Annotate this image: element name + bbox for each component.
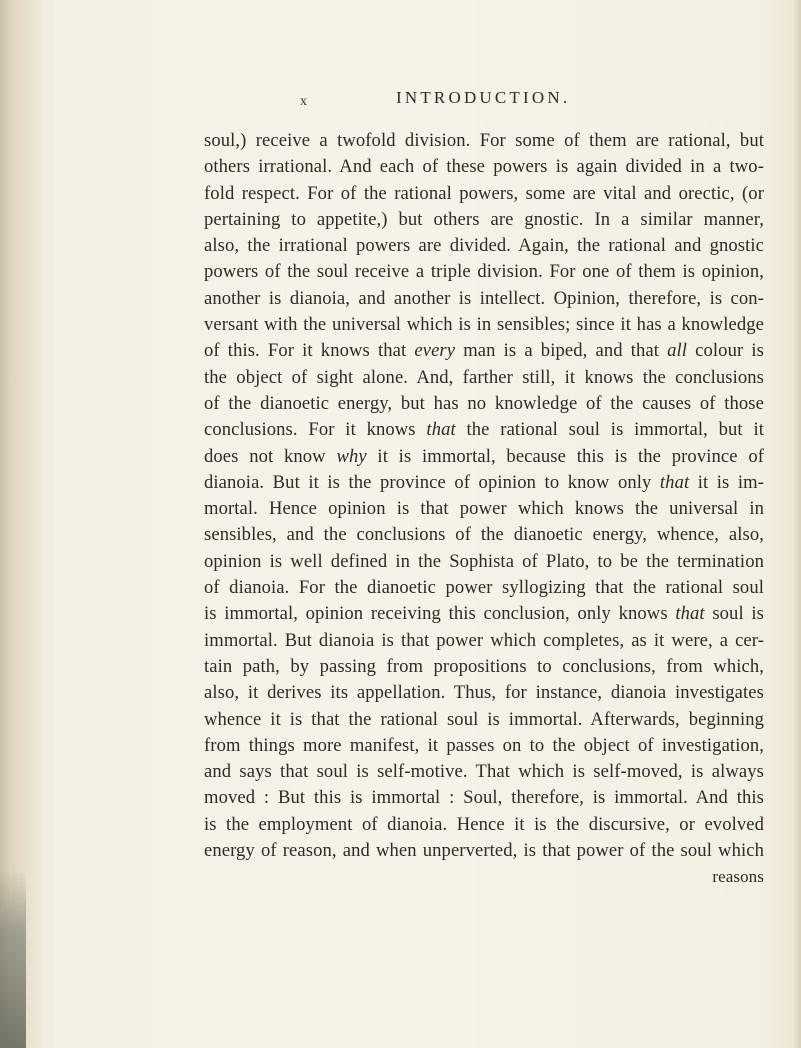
text-segment: others irrational. And each of these powers is again divided in a two-: [204, 156, 764, 178]
text-segment: tain path, by passing from propositions to conclusions, from which,: [204, 655, 764, 677]
text-line: [204, 312, 764, 338]
text-segment: versant with the universal which is in sensibles; since it has a knowledge: [204, 314, 764, 336]
text-segment: it is immortal, because this is the province of: [366, 445, 765, 467]
text-segment: colour is: [687, 340, 764, 362]
text-segment: conclusions. For it knows: [204, 419, 427, 441]
text-line: [204, 233, 764, 259]
body-text: [204, 128, 764, 891]
text-segment: energy of reason, and when unperverted, is that power of the soul which: [204, 840, 764, 862]
text-segment: of the dianoetic energy, but has no knowledge of the causes of those: [204, 392, 764, 414]
text-segment: of this. For it knows that: [204, 340, 415, 362]
catchword: reasons: [712, 867, 764, 887]
italic-text: why: [336, 445, 367, 467]
text-line: [204, 680, 764, 706]
text-segment: also, it derives its appellation. Thus, for instance, dianoia investigates: [204, 682, 764, 704]
text-line: [204, 785, 764, 811]
text-segment: is immortal, opinion receiving this conclusion, only knows: [204, 603, 676, 625]
text-line: [204, 733, 764, 759]
text-line: [204, 601, 764, 627]
text-segment: whence it is that the rational soul is immortal. Afterwards, beginning: [204, 708, 764, 730]
text-line: [204, 812, 764, 838]
text-line: [204, 365, 764, 391]
text-segment: sensibles, and the conclusions of the dianoetic energy, whence, also,: [204, 524, 764, 546]
text-segment: dianoia. But it is the province of opinion to know only: [204, 471, 660, 493]
text-segment: powers of the soul receive a triple division. For one of them is opinion,: [204, 261, 764, 283]
page-edge: [793, 0, 801, 1048]
text-segment: man is a biped, and that: [455, 340, 668, 362]
text-line: [204, 444, 764, 470]
italic-text: that: [426, 419, 456, 441]
text-segment: from things more manifest, it passes on to the object of investigation,: [204, 734, 764, 756]
running-head: INTRODUCTION.: [396, 88, 571, 107]
text-segment: opinion is well defined in the Sophista of Plato, to be the termination: [204, 550, 764, 572]
text-line: [204, 391, 764, 417]
text-segment: of dianoia. For the dianoetic power syllogizing that the rational soul: [204, 577, 764, 599]
text-line: [204, 154, 764, 180]
italic-text: all: [667, 340, 688, 362]
text-line: [204, 207, 764, 233]
text-line: [204, 549, 764, 575]
italic-text: that: [659, 471, 690, 493]
italic-text: every: [414, 340, 456, 362]
text-line: [204, 259, 764, 285]
text-segment: soul is: [704, 603, 764, 625]
text-segment: and says that soul is self-motive. That which is self-moved, is always: [204, 761, 764, 783]
text-segment: the object of sight alone. And, farther still, it knows the conclusions: [204, 366, 764, 388]
text-segment: moved : But this is immortal : Soul, therefore, is immortal. And this: [204, 787, 764, 809]
text-segment: is the employment of dianoia. Hence it is the discursive, or evolved: [204, 813, 764, 835]
text-segment: immortal. But dianoia is that power which completes, as it were, a cer-: [204, 629, 764, 651]
page-number: x: [300, 94, 308, 109]
text-line: [204, 707, 764, 733]
text-segment: pertaining to appetite,) but others are gnostic. In a similar manner,: [204, 208, 764, 230]
text-line: [204, 286, 764, 312]
text-segment: the rational soul is immortal, but it: [455, 419, 764, 441]
text-line: [204, 417, 764, 443]
text-line: [204, 628, 764, 654]
text-line: [204, 654, 764, 680]
italic-text: that: [675, 603, 705, 625]
text-line: [204, 470, 764, 496]
text-line: [204, 496, 764, 522]
text-line: [204, 759, 764, 785]
text-line: [204, 128, 764, 154]
text-line: [204, 522, 764, 548]
text-line: [204, 838, 764, 864]
text-segment: does not know: [204, 445, 337, 467]
text-line: [204, 338, 764, 364]
text-segment: another is dianoia, and another is intellect. Opinion, therefore, is con-: [204, 287, 764, 309]
text-segment: fold respect. For of the rational powers, some are vital and orectic, (or: [204, 182, 764, 204]
page-header: [0, 86, 801, 116]
text-segment: soul,) receive a twofold division. For some of them are rational, but: [204, 130, 764, 151]
text-segment: mortal. Hence opinion is that power which knows the universal in: [204, 498, 764, 520]
text-line: [204, 181, 764, 207]
text-segment: it is im-: [689, 471, 764, 493]
text-segment: also, the irrational powers are divided. Again, the rational and gnostic: [204, 235, 764, 257]
text-line: [204, 575, 764, 601]
binding-shadow: [0, 870, 26, 1048]
